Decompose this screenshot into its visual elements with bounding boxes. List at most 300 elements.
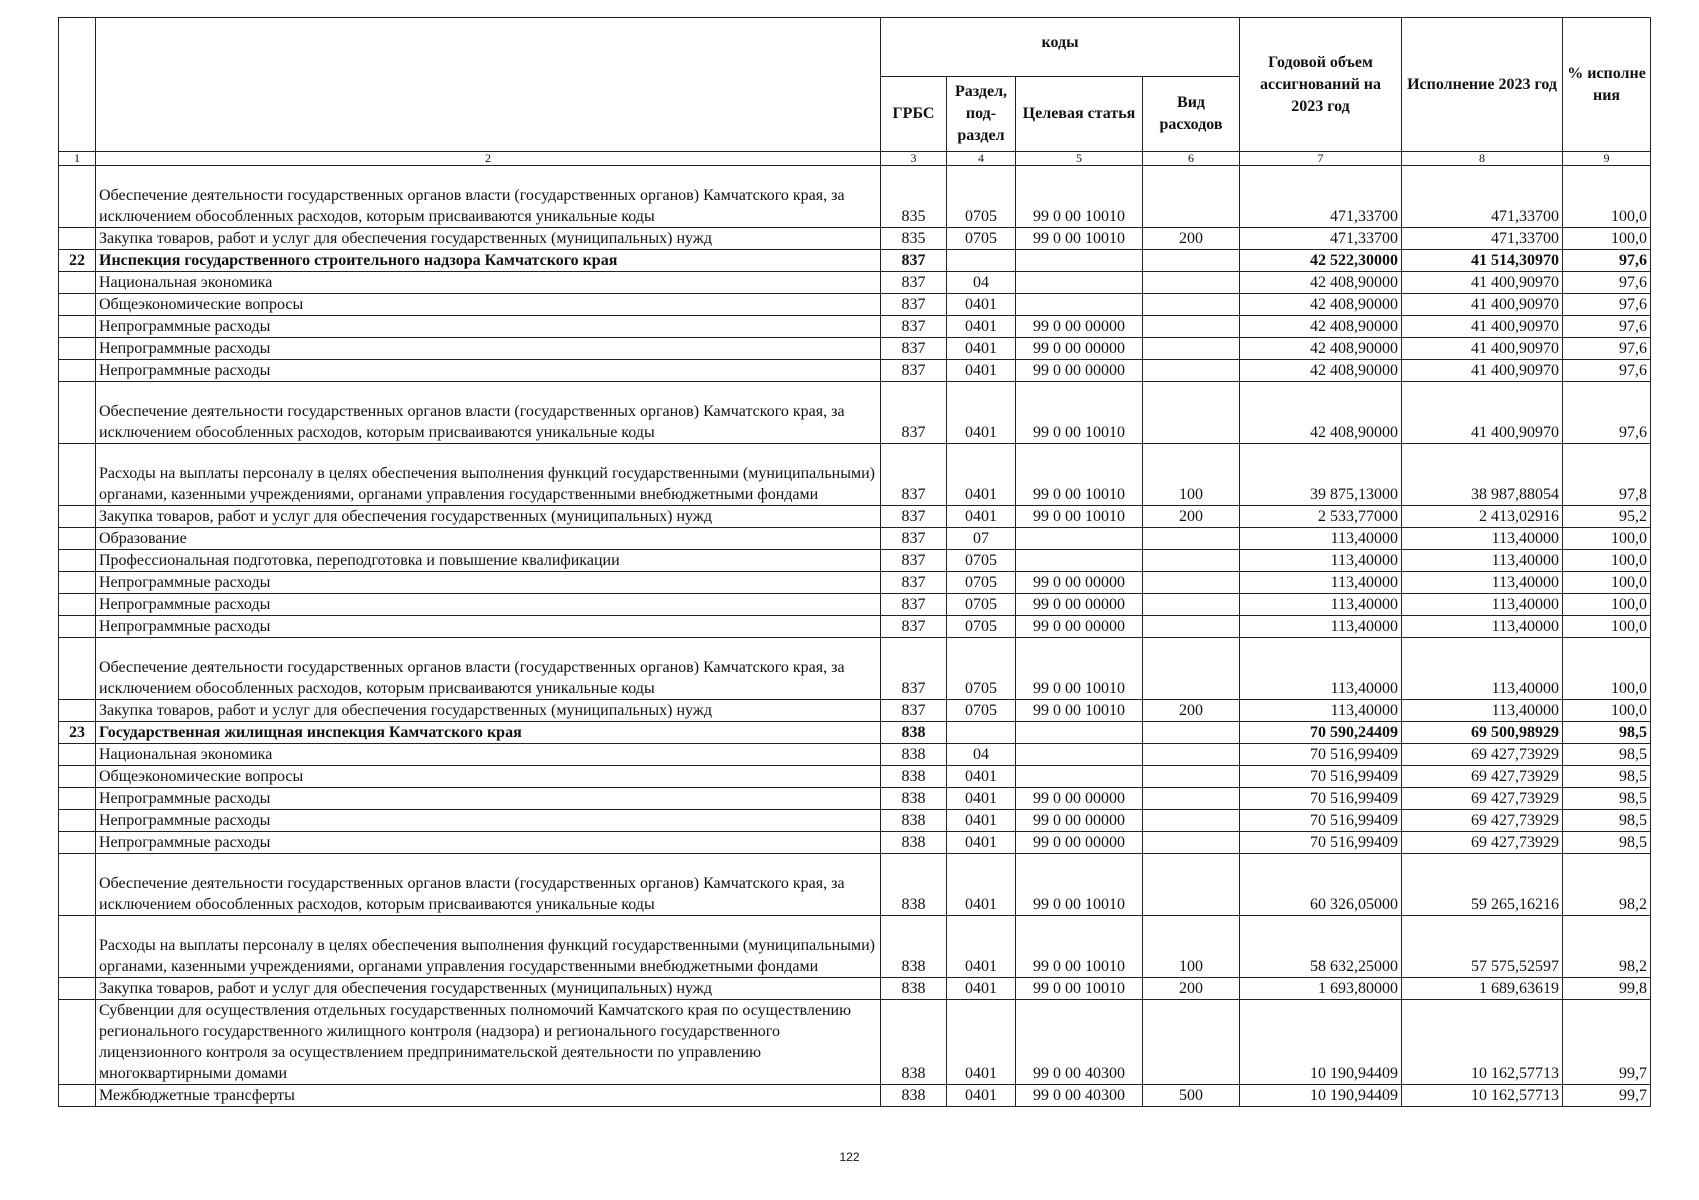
- expense-name-cell: Закупка товаров, работ и услуг для обеспечения государственных (муниципальных) нужд: [96, 228, 881, 250]
- target-article-cell: [1016, 272, 1143, 294]
- execution-percent-cell: 99,7: [1563, 1000, 1651, 1085]
- execution-cell: 41 400,90970: [1402, 272, 1563, 294]
- table-header: [59, 18, 1651, 166]
- execution-cell: 10 162,57713: [1402, 1000, 1563, 1085]
- header-grbs: ГРБС: [881, 77, 947, 152]
- execution-percent-cell: 100,0: [1563, 166, 1651, 228]
- row-number-cell: [59, 444, 96, 506]
- expense-type-cell: 200: [1143, 700, 1240, 722]
- table-row: [59, 854, 1651, 916]
- execution-cell: 69 427,73929: [1402, 744, 1563, 766]
- annual-allocation-cell: 1 693,80000: [1240, 978, 1402, 1000]
- target-article-cell: 99 0 00 00000: [1016, 360, 1143, 382]
- section-code-cell: 0401: [947, 316, 1016, 338]
- header-razdel: Раздел, под-раздел: [947, 77, 1016, 152]
- column-number: 3: [881, 152, 947, 166]
- execution-percent-cell: 97,6: [1563, 272, 1651, 294]
- execution-percent-cell: 100,0: [1563, 594, 1651, 616]
- execution-cell: 41 400,90970: [1402, 382, 1563, 444]
- section-code-cell: 0705: [947, 166, 1016, 228]
- annual-allocation-cell: 471,33700: [1240, 166, 1402, 228]
- execution-cell: 113,40000: [1402, 528, 1563, 550]
- target-article-cell: 99 0 00 00000: [1016, 616, 1143, 638]
- table-row: [59, 360, 1651, 382]
- execution-percent-cell: 95,2: [1563, 506, 1651, 528]
- grbs-code-cell: 837: [881, 360, 947, 382]
- expense-type-cell: [1143, 722, 1240, 744]
- execution-cell: 69 427,73929: [1402, 832, 1563, 854]
- annual-allocation-cell: 70 516,99409: [1240, 788, 1402, 810]
- row-number-cell: [59, 810, 96, 832]
- expense-type-cell: [1143, 360, 1240, 382]
- target-article-cell: 99 0 00 40300: [1016, 1085, 1143, 1107]
- execution-percent-cell: 98,2: [1563, 916, 1651, 978]
- expense-name-cell: Непрограммные расходы: [96, 832, 881, 854]
- expense-type-cell: [1143, 338, 1240, 360]
- target-article-cell: 99 0 00 00000: [1016, 316, 1143, 338]
- expense-name-cell: Непрограммные расходы: [96, 338, 881, 360]
- grbs-code-cell: 837: [881, 382, 947, 444]
- expense-name-cell: Непрограммные расходы: [96, 594, 881, 616]
- section-code-cell: 0401: [947, 788, 1016, 810]
- table-row: [59, 722, 1651, 744]
- column-number: 7: [1240, 152, 1402, 166]
- section-code-cell: 0401: [947, 294, 1016, 316]
- execution-cell: 113,40000: [1402, 700, 1563, 722]
- annual-allocation-cell: 39 875,13000: [1240, 444, 1402, 506]
- execution-cell: 41 400,90970: [1402, 338, 1563, 360]
- target-article-cell: 99 0 00 10010: [1016, 166, 1143, 228]
- execution-percent-cell: 98,5: [1563, 788, 1651, 810]
- row-number-cell: [59, 854, 96, 916]
- expense-type-cell: [1143, 616, 1240, 638]
- grbs-code-cell: 837: [881, 250, 947, 272]
- section-code-cell: 0401: [947, 360, 1016, 382]
- header-celevaya: Целевая статья: [1016, 77, 1143, 152]
- annual-allocation-cell: 42 408,90000: [1240, 360, 1402, 382]
- expense-name-cell: Общеэкономические вопросы: [96, 766, 881, 788]
- row-number-cell: [59, 360, 96, 382]
- execution-cell: 59 265,16216: [1402, 854, 1563, 916]
- row-number-cell: [59, 594, 96, 616]
- grbs-code-cell: 838: [881, 722, 947, 744]
- table-row: [59, 338, 1651, 360]
- section-code-cell: 0401: [947, 506, 1016, 528]
- expense-type-cell: [1143, 744, 1240, 766]
- expense-name-cell: Государственная жилищная инспекция Камчатского края: [96, 722, 881, 744]
- expense-name-cell: Обеспечение деятельности государственных органов власти (государственных органов) Камчатского края, за исключением обособленных расходов, которым присваиваются уникальные коды: [96, 638, 881, 700]
- table-row: [59, 228, 1651, 250]
- table-row: [59, 916, 1651, 978]
- section-code-cell: 0705: [947, 594, 1016, 616]
- column-numbers-row: [59, 152, 1651, 166]
- target-article-cell: 99 0 00 00000: [1016, 810, 1143, 832]
- table-row: [59, 382, 1651, 444]
- expense-type-cell: [1143, 272, 1240, 294]
- target-article-cell: [1016, 766, 1143, 788]
- target-article-cell: 99 0 00 10010: [1016, 700, 1143, 722]
- row-number-cell: [59, 638, 96, 700]
- execution-percent-cell: 98,5: [1563, 722, 1651, 744]
- section-code-cell: 0401: [947, 1000, 1016, 1085]
- execution-percent-cell: 98,5: [1563, 832, 1651, 854]
- table-row: [59, 594, 1651, 616]
- execution-percent-cell: 99,8: [1563, 978, 1651, 1000]
- expense-name-cell: Закупка товаров, работ и услуг для обеспечения государственных (муниципальных) нужд: [96, 700, 881, 722]
- expense-type-cell: [1143, 550, 1240, 572]
- grbs-code-cell: 838: [881, 854, 947, 916]
- header-num-cell: [59, 18, 96, 152]
- expense-name-cell: Непрограммные расходы: [96, 788, 881, 810]
- execution-cell: 69 427,73929: [1402, 766, 1563, 788]
- expense-type-cell: [1143, 810, 1240, 832]
- row-number-cell: [59, 528, 96, 550]
- row-number-cell: [59, 506, 96, 528]
- section-code-cell: 0705: [947, 228, 1016, 250]
- target-article-cell: 99 0 00 10010: [1016, 444, 1143, 506]
- expense-name-cell: Профессиональная подготовка, переподготовка и повышение квалификации: [96, 550, 881, 572]
- column-number: 2: [96, 152, 881, 166]
- row-number-cell: 22: [59, 250, 96, 272]
- header-fact: Исполнение 2023 год: [1402, 18, 1563, 152]
- execution-cell: 113,40000: [1402, 638, 1563, 700]
- expense-name-cell: Непрограммные расходы: [96, 316, 881, 338]
- grbs-code-cell: 837: [881, 528, 947, 550]
- row-number-cell: [59, 166, 96, 228]
- expense-type-cell: [1143, 528, 1240, 550]
- execution-percent-cell: 98,5: [1563, 744, 1651, 766]
- expense-type-cell: [1143, 382, 1240, 444]
- row-number-cell: [59, 1000, 96, 1085]
- expense-name-cell: Национальная экономика: [96, 744, 881, 766]
- execution-percent-cell: 100,0: [1563, 700, 1651, 722]
- expense-type-cell: [1143, 854, 1240, 916]
- table-body: [59, 166, 1651, 1107]
- execution-cell: 113,40000: [1402, 616, 1563, 638]
- expense-name-cell: Субвенции для осуществления отдельных государственных полномочий Камчатского края по осуществлению регионального государственного жилищного контроля (надзора) и регионального государственного лицензионного контроля за осуществлением предпринимательской деятельности по управлению многоквартирными домами: [96, 1000, 881, 1085]
- table-row: [59, 166, 1651, 228]
- expense-name-cell: Расходы на выплаты персоналу в целях обеспечения выполнения функций государственными (муниципальными) органами, казенными учреждениями, органами управления государственными внебюджетными фондами: [96, 916, 881, 978]
- expense-type-cell: [1143, 1000, 1240, 1085]
- section-code-cell: 0705: [947, 550, 1016, 572]
- target-article-cell: [1016, 550, 1143, 572]
- table-row: [59, 766, 1651, 788]
- grbs-code-cell: 838: [881, 916, 947, 978]
- row-number-cell: 23: [59, 722, 96, 744]
- row-number-cell: [59, 616, 96, 638]
- header-pct: % исполне ния: [1563, 18, 1651, 152]
- grbs-code-cell: 835: [881, 166, 947, 228]
- expense-type-cell: 200: [1143, 978, 1240, 1000]
- execution-cell: 41 514,30970: [1402, 250, 1563, 272]
- row-number-cell: [59, 978, 96, 1000]
- grbs-code-cell: 838: [881, 766, 947, 788]
- column-number: 8: [1402, 152, 1563, 166]
- column-number: 6: [1143, 152, 1240, 166]
- grbs-code-cell: 837: [881, 638, 947, 700]
- target-article-cell: [1016, 294, 1143, 316]
- table-row: [59, 294, 1651, 316]
- expense-type-cell: 500: [1143, 1085, 1240, 1107]
- execution-cell: 113,40000: [1402, 550, 1563, 572]
- expense-type-cell: [1143, 766, 1240, 788]
- grbs-code-cell: 838: [881, 810, 947, 832]
- target-article-cell: [1016, 744, 1143, 766]
- annual-allocation-cell: 70 516,99409: [1240, 744, 1402, 766]
- expense-name-cell: Закупка товаров, работ и услуг для обеспечения государственных (муниципальных) нужд: [96, 978, 881, 1000]
- table-row: [59, 250, 1651, 272]
- annual-allocation-cell: 70 590,24409: [1240, 722, 1402, 744]
- expense-type-cell: 100: [1143, 916, 1240, 978]
- expense-name-cell: Расходы на выплаты персоналу в целях обеспечения выполнения функций государственными (муниципальными) органами, казенными учреждениями, органами управления государственными внебюджетными фондами: [96, 444, 881, 506]
- execution-cell: 2 413,02916: [1402, 506, 1563, 528]
- table-row: [59, 506, 1651, 528]
- row-number-cell: [59, 272, 96, 294]
- table-row: [59, 444, 1651, 506]
- execution-cell: 69 427,73929: [1402, 810, 1563, 832]
- expense-name-cell: Закупка товаров, работ и услуг для обеспечения государственных (муниципальных) нужд: [96, 506, 881, 528]
- execution-percent-cell: 100,0: [1563, 572, 1651, 594]
- expense-name-cell: Непрограммные расходы: [96, 616, 881, 638]
- target-article-cell: 99 0 00 10010: [1016, 228, 1143, 250]
- grbs-code-cell: 837: [881, 272, 947, 294]
- target-article-cell: [1016, 528, 1143, 550]
- expense-type-cell: 100: [1143, 444, 1240, 506]
- execution-percent-cell: 100,0: [1563, 550, 1651, 572]
- expense-type-cell: [1143, 166, 1240, 228]
- header-name-cell: [96, 18, 881, 152]
- annual-allocation-cell: 42 408,90000: [1240, 316, 1402, 338]
- page-number: 122: [839, 1150, 860, 1164]
- execution-percent-cell: 97,6: [1563, 294, 1651, 316]
- target-article-cell: 99 0 00 10010: [1016, 978, 1143, 1000]
- row-number-cell: [59, 382, 96, 444]
- target-article-cell: 99 0 00 10010: [1016, 638, 1143, 700]
- target-article-cell: 99 0 00 40300: [1016, 1000, 1143, 1085]
- annual-allocation-cell: 10 190,94409: [1240, 1000, 1402, 1085]
- grbs-code-cell: 838: [881, 788, 947, 810]
- execution-cell: 69 500,98929: [1402, 722, 1563, 744]
- execution-percent-cell: 97,6: [1563, 360, 1651, 382]
- section-code-cell: 0401: [947, 978, 1016, 1000]
- execution-percent-cell: 100,0: [1563, 638, 1651, 700]
- table-row: [59, 832, 1651, 854]
- grbs-code-cell: 838: [881, 1085, 947, 1107]
- grbs-code-cell: 837: [881, 594, 947, 616]
- expense-type-cell: [1143, 594, 1240, 616]
- grbs-code-cell: 837: [881, 316, 947, 338]
- grbs-code-cell: 838: [881, 744, 947, 766]
- expense-type-cell: [1143, 250, 1240, 272]
- execution-percent-cell: 97,6: [1563, 382, 1651, 444]
- row-number-cell: [59, 572, 96, 594]
- header-codes: коды: [881, 18, 1240, 77]
- expense-name-cell: Непрограммные расходы: [96, 810, 881, 832]
- row-number-cell: [59, 338, 96, 360]
- row-number-cell: [59, 916, 96, 978]
- expense-name-cell: Межбюджетные трансферты: [96, 1085, 881, 1107]
- expense-name-cell: Обеспечение деятельности государственных органов власти (государственных органов) Камчатского края, за исключением обособленных расходов, которым присваиваются уникальные коды: [96, 166, 881, 228]
- grbs-code-cell: 838: [881, 832, 947, 854]
- execution-cell: 113,40000: [1402, 572, 1563, 594]
- section-code-cell: [947, 722, 1016, 744]
- target-article-cell: 99 0 00 00000: [1016, 594, 1143, 616]
- execution-percent-cell: 98,5: [1563, 766, 1651, 788]
- annual-allocation-cell: 42 522,30000: [1240, 250, 1402, 272]
- expense-name-cell: Образование: [96, 528, 881, 550]
- expense-type-cell: [1143, 316, 1240, 338]
- section-code-cell: 0401: [947, 810, 1016, 832]
- execution-percent-cell: 98,5: [1563, 810, 1651, 832]
- table-row: [59, 810, 1651, 832]
- execution-cell: 41 400,90970: [1402, 294, 1563, 316]
- section-code-cell: 04: [947, 272, 1016, 294]
- target-article-cell: 99 0 00 10010: [1016, 916, 1143, 978]
- execution-cell: 69 427,73929: [1402, 788, 1563, 810]
- annual-allocation-cell: 42 408,90000: [1240, 294, 1402, 316]
- execution-cell: 38 987,88054: [1402, 444, 1563, 506]
- annual-allocation-cell: 113,40000: [1240, 638, 1402, 700]
- grbs-code-cell: 837: [881, 572, 947, 594]
- table-row: [59, 316, 1651, 338]
- section-code-cell: 0401: [947, 1085, 1016, 1107]
- section-code-cell: 0401: [947, 854, 1016, 916]
- execution-cell: 471,33700: [1402, 228, 1563, 250]
- table-row: [59, 272, 1651, 294]
- table-row: [59, 528, 1651, 550]
- section-code-cell: 0705: [947, 700, 1016, 722]
- execution-cell: 41 400,90970: [1402, 360, 1563, 382]
- annual-allocation-cell: 113,40000: [1240, 700, 1402, 722]
- section-code-cell: 0401: [947, 766, 1016, 788]
- target-article-cell: [1016, 722, 1143, 744]
- section-code-cell: 0401: [947, 832, 1016, 854]
- target-article-cell: 99 0 00 00000: [1016, 572, 1143, 594]
- table-row: [59, 978, 1651, 1000]
- row-number-cell: [59, 766, 96, 788]
- target-article-cell: [1016, 250, 1143, 272]
- annual-allocation-cell: 113,40000: [1240, 550, 1402, 572]
- annual-allocation-cell: 113,40000: [1240, 528, 1402, 550]
- grbs-code-cell: 838: [881, 1000, 947, 1085]
- table-row: [59, 1085, 1651, 1107]
- header-plan: Годовой объем ассигнований на 2023 год: [1240, 18, 1402, 152]
- expense-name-cell: Обеспечение деятельности государственных органов власти (государственных органов) Камчатского края, за исключением обособленных расходов, которым присваиваются уникальные коды: [96, 854, 881, 916]
- annual-allocation-cell: 471,33700: [1240, 228, 1402, 250]
- row-number-cell: [59, 316, 96, 338]
- column-number: 4: [947, 152, 1016, 166]
- grbs-code-cell: 837: [881, 294, 947, 316]
- section-code-cell: 0401: [947, 916, 1016, 978]
- table-row: [59, 572, 1651, 594]
- execution-percent-cell: 97,6: [1563, 250, 1651, 272]
- execution-percent-cell: 100,0: [1563, 228, 1651, 250]
- annual-allocation-cell: 58 632,25000: [1240, 916, 1402, 978]
- row-number-cell: [59, 744, 96, 766]
- annual-allocation-cell: 113,40000: [1240, 572, 1402, 594]
- expense-name-cell: Инспекция государственного строительного надзора Камчатского края: [96, 250, 881, 272]
- grbs-code-cell: 838: [881, 978, 947, 1000]
- target-article-cell: 99 0 00 10010: [1016, 854, 1143, 916]
- grbs-code-cell: 837: [881, 506, 947, 528]
- annual-allocation-cell: 113,40000: [1240, 616, 1402, 638]
- target-article-cell: 99 0 00 00000: [1016, 338, 1143, 360]
- target-article-cell: 99 0 00 10010: [1016, 506, 1143, 528]
- column-number: 1: [59, 152, 96, 166]
- annual-allocation-cell: 113,40000: [1240, 594, 1402, 616]
- expense-name-cell: Непрограммные расходы: [96, 572, 881, 594]
- expense-type-cell: [1143, 638, 1240, 700]
- annual-allocation-cell: 42 408,90000: [1240, 382, 1402, 444]
- expense-name-cell: Непрограммные расходы: [96, 360, 881, 382]
- annual-allocation-cell: 70 516,99409: [1240, 766, 1402, 788]
- table-row: [59, 744, 1651, 766]
- target-article-cell: 99 0 00 00000: [1016, 832, 1143, 854]
- header-vid: Вид расходов: [1143, 77, 1240, 152]
- row-number-cell: [59, 228, 96, 250]
- execution-percent-cell: 98,2: [1563, 854, 1651, 916]
- row-number-cell: [59, 700, 96, 722]
- annual-allocation-cell: 70 516,99409: [1240, 832, 1402, 854]
- annual-allocation-cell: 2 533,77000: [1240, 506, 1402, 528]
- execution-percent-cell: 99,7: [1563, 1085, 1651, 1107]
- table-row: [59, 616, 1651, 638]
- table-row: [59, 788, 1651, 810]
- annual-allocation-cell: 42 408,90000: [1240, 338, 1402, 360]
- grbs-code-cell: 837: [881, 444, 947, 506]
- budget-execution-table: [58, 17, 1651, 1107]
- annual-allocation-cell: 42 408,90000: [1240, 272, 1402, 294]
- annual-allocation-cell: 60 326,05000: [1240, 854, 1402, 916]
- row-number-cell: [59, 550, 96, 572]
- section-code-cell: 0401: [947, 444, 1016, 506]
- expense-name-cell: Обеспечение деятельности государственных органов власти (государственных органов) Камчатского края, за исключением обособленных расходов, которым присваиваются уникальные коды: [96, 382, 881, 444]
- section-code-cell: 0401: [947, 382, 1016, 444]
- grbs-code-cell: 837: [881, 616, 947, 638]
- execution-cell: 57 575,52597: [1402, 916, 1563, 978]
- row-number-cell: [59, 1085, 96, 1107]
- table-row: [59, 638, 1651, 700]
- expense-type-cell: [1143, 832, 1240, 854]
- expense-name-cell: Общеэкономические вопросы: [96, 294, 881, 316]
- expense-type-cell: 200: [1143, 228, 1240, 250]
- expense-name-cell: Национальная экономика: [96, 272, 881, 294]
- execution-percent-cell: 97,6: [1563, 316, 1651, 338]
- table-row: [59, 700, 1651, 722]
- expense-type-cell: 200: [1143, 506, 1240, 528]
- grbs-code-cell: 837: [881, 338, 947, 360]
- execution-cell: 10 162,57713: [1402, 1085, 1563, 1107]
- annual-allocation-cell: 10 190,94409: [1240, 1085, 1402, 1107]
- expense-type-cell: [1143, 294, 1240, 316]
- execution-percent-cell: 97,6: [1563, 338, 1651, 360]
- grbs-code-cell: 837: [881, 700, 947, 722]
- target-article-cell: 99 0 00 10010: [1016, 382, 1143, 444]
- section-code-cell: 07: [947, 528, 1016, 550]
- column-number: 9: [1563, 152, 1651, 166]
- row-number-cell: [59, 832, 96, 854]
- execution-cell: 41 400,90970: [1402, 316, 1563, 338]
- grbs-code-cell: 837: [881, 550, 947, 572]
- execution-percent-cell: 100,0: [1563, 616, 1651, 638]
- execution-cell: 113,40000: [1402, 594, 1563, 616]
- execution-cell: 471,33700: [1402, 166, 1563, 228]
- section-code-cell: 0401: [947, 338, 1016, 360]
- expense-type-cell: [1143, 788, 1240, 810]
- expense-type-cell: [1143, 572, 1240, 594]
- section-code-cell: [947, 250, 1016, 272]
- execution-cell: 1 689,63619: [1402, 978, 1563, 1000]
